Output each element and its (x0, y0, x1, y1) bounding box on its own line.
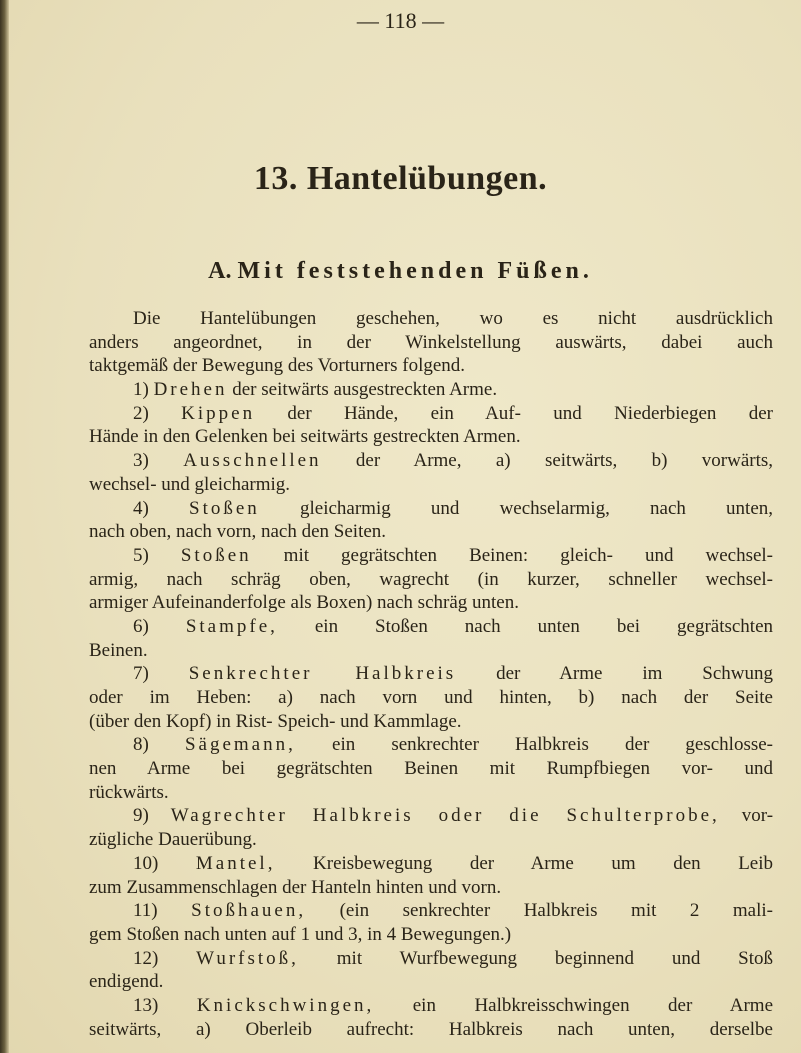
section-title: 13. Hantelübungen. (253, 160, 548, 197)
list-item-first-line (89, 497, 773, 521)
item-text: ein senkrechter Halbkreis der geschlosse- (332, 734, 774, 756)
book-binding-edge (0, 0, 9, 1053)
item-number: 9) (133, 805, 149, 827)
item-text: Kreisbewegung der Arme um den Leib (313, 852, 774, 874)
list-item-line: seitwärts, a) Oberleib aufrecht: Halbkreis nach unten, derselbe (89, 1018, 773, 1040)
subsection-title (0, 258, 801, 285)
item-number: 13) (133, 994, 159, 1016)
list-item-line: zum Zusammenschlagen der Hanteln hinten und vorn. (89, 876, 502, 898)
list-item-line: armiger Aufeinanderfolge als Boxen) nach schräg unten. (89, 592, 519, 614)
item-number: 4) (133, 497, 149, 519)
item-term: Wurfstoß, (196, 947, 299, 969)
list-item-line: gem Stoßen nach unten auf 1 und 3, in 4 Bewegungen.) (89, 923, 512, 945)
list-item-line: Hände in den Gelenken bei seitwärts gestreckten Armen. (89, 426, 521, 448)
paragraph-line: taktgemäß der Bewegung des Vorturners folgend. (89, 355, 466, 377)
item-number: 10) (133, 852, 159, 874)
list-item-line: rückwärts. (89, 781, 169, 803)
item-text: der Arme, a) seitwärts, b) vorwärts, (355, 450, 774, 472)
list-item-first-line (89, 544, 773, 568)
list-item-first-line (89, 994, 773, 1018)
paragraph-line: Die Hantelübungen geschehen, wo es nicht ausdrücklich (133, 308, 773, 329)
item-number: 11) (133, 900, 158, 922)
item-text: der seitwärts ausgestreckten Arme. (232, 379, 498, 401)
item-number: 2) (133, 402, 149, 424)
list-item-first-line (89, 852, 773, 876)
item-text: gleicharmig und wechselarmig, nach unten, (299, 497, 774, 519)
body-text (89, 307, 773, 1041)
list-item-first-line (89, 733, 773, 757)
list-item-first-line (89, 947, 773, 971)
item-term: Senkrechter Halbkreis (188, 663, 457, 685)
paragraph-line: anders angeordnet, in der Winkelstellung auswärts, dabei auch (89, 331, 773, 353)
list-item-first-line (89, 804, 773, 828)
page-number: — 118 — (356, 8, 445, 33)
item-term: Sägemann, (184, 734, 296, 756)
item-term: Ausschnellen (183, 450, 322, 472)
list-item-first-line (89, 899, 773, 923)
item-text: (ein senkrechter Halbkreis mit 2 mali- (339, 900, 773, 922)
item-term: Drehen (153, 379, 228, 401)
list-item-line: oder im Heben: a) nach vorn und hinten, b) nach der Seite (89, 687, 773, 708)
subsection-prefix: A. (208, 258, 232, 284)
item-number: 7) (133, 663, 149, 685)
item-text: mit Wurfbewegung beginnend und Stoß (336, 947, 774, 969)
list-item-line: nach oben, nach vorn, nach den Seiten. (89, 521, 387, 543)
list-item-first-line (89, 378, 773, 402)
item-number: 6) (133, 615, 149, 637)
subsection-text: Mit feststehenden Füßen. (237, 258, 593, 284)
item-term: Stampfe, (185, 615, 278, 637)
list-item-line: (über den Kopf) in Rist- Speich- und Kammlage. (89, 710, 462, 732)
item-text: mit gegrätschten Beinen: gleich- und wechsel- (283, 544, 774, 566)
list-item-first-line (89, 402, 773, 426)
item-term: Kippen (181, 402, 256, 424)
item-number: 3) (133, 450, 149, 472)
list-item-line: wechsel- und gleicharmig. (89, 473, 291, 495)
item-text: ein Halbkreisschwingen der Arme (412, 994, 774, 1016)
item-text: der Hände, ein Auf- und Niederbiegen der (287, 402, 773, 424)
item-number: 12) (133, 947, 159, 969)
item-number: 1) (133, 379, 149, 401)
list-item-first-line (89, 449, 773, 473)
item-term: Stoßhauen, (191, 900, 307, 922)
item-text: ein Stoßen nach unten bei gegrätschten (314, 615, 774, 637)
item-number: 5) (133, 544, 149, 566)
list-item-line: zügliche Dauerübung. (89, 829, 257, 851)
item-text: vor- (741, 805, 774, 827)
item-term: Stoßen (180, 544, 252, 566)
item-term: Wagrechter Halbkreis oder die Schulterprobe, (170, 805, 720, 827)
item-term: Mantel, (195, 852, 276, 874)
list-item-first-line (89, 662, 773, 686)
list-item-line: armig, nach schräg oben, wagrecht (in kurzer, schneller wechsel- (89, 568, 773, 590)
item-term: Stoßen (189, 497, 260, 519)
item-text: der Arme im Schwung (496, 663, 773, 685)
list-item-line: endigend. (89, 971, 164, 993)
list-item-line: Beinen. (89, 639, 148, 661)
item-term: Knickschwingen, (196, 994, 375, 1016)
item-number: 8) (133, 734, 149, 756)
list-item-first-line (89, 615, 773, 639)
list-item-line: nen Arme bei gegrätschten Beinen mit Rumpfbiegen vor- und (89, 758, 773, 780)
